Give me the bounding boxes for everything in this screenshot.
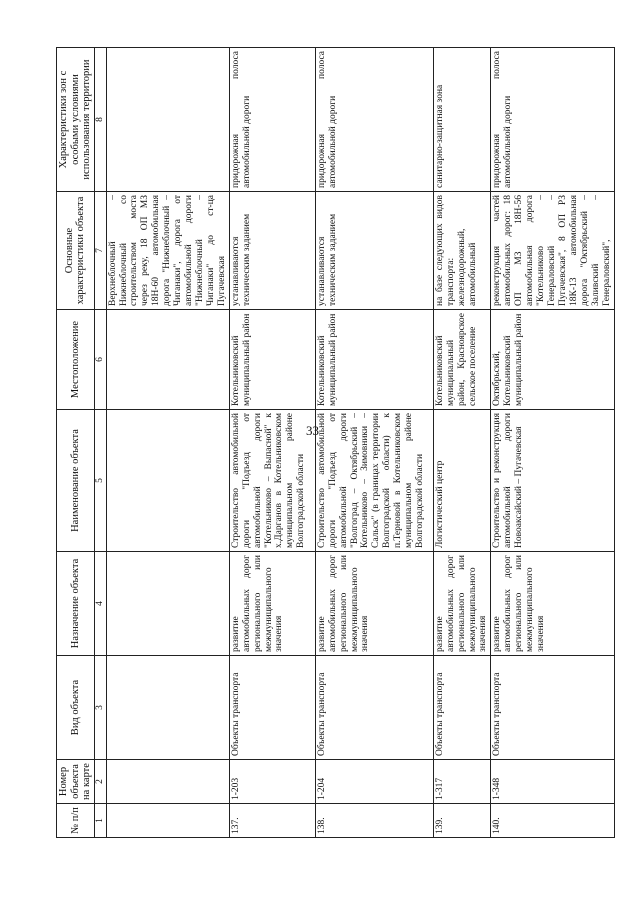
column-number: 6 bbox=[94, 310, 106, 410]
table-row bbox=[491, 48, 614, 838]
row-name: Строительство автомобильной дороги "Подъезд от автомобильной дороги "Котельниково – Выпасной" к х.Дарганов в Котельниковском муниципальном районе Волгоградской области bbox=[229, 410, 315, 552]
objects-table bbox=[56, 47, 615, 838]
table-cell bbox=[106, 804, 229, 838]
header-cell: Основные характеристики объекта bbox=[57, 192, 95, 310]
header-cell: Местоположение bbox=[57, 310, 95, 410]
header-cell: № п/п bbox=[57, 804, 95, 838]
row-purpose: развитие автомобильных дорог регионального или межмуниципального значения bbox=[491, 552, 614, 656]
header-cell: Назначение объекта bbox=[57, 552, 95, 656]
row-zones: санитарно-защитная зона bbox=[433, 48, 491, 192]
column-number: 5 bbox=[94, 410, 106, 552]
row-number: 140. bbox=[491, 804, 614, 838]
row-number: 138. bbox=[315, 804, 433, 838]
column-number: 2 bbox=[94, 760, 106, 804]
carry-over-row bbox=[106, 48, 229, 838]
row-purpose: развитие автомобильных дорог регионального или межмуниципального значения bbox=[315, 552, 433, 656]
row-zones: придорожная полоса автомобильной дороги bbox=[315, 48, 433, 192]
row-name: Логистический центр bbox=[433, 410, 491, 552]
row-kind: Объекты транспорта bbox=[229, 656, 315, 760]
header-cell: Вид объекта bbox=[57, 656, 95, 760]
column-number: 3 bbox=[94, 656, 106, 760]
table-cell bbox=[106, 552, 229, 656]
row-code: 1-204 bbox=[315, 760, 433, 804]
row-kind: Объекты транспорта bbox=[491, 656, 614, 760]
row-code: 1-317 bbox=[433, 760, 491, 804]
table-cell bbox=[106, 410, 229, 552]
row-kind: Объекты транспорта bbox=[315, 656, 433, 760]
row-location: Котельниковский муниципальный район, Красноярское сельское поселение bbox=[433, 310, 491, 410]
column-number: 1 bbox=[94, 804, 106, 838]
rotated-table-sheet bbox=[56, 48, 612, 838]
table-cell bbox=[106, 310, 229, 410]
table-row bbox=[433, 48, 491, 838]
page-number: 33 bbox=[306, 423, 319, 438]
column-number: 7 bbox=[94, 192, 106, 310]
table-row bbox=[315, 48, 433, 838]
column-number: 4 bbox=[94, 552, 106, 656]
table-row bbox=[229, 48, 315, 838]
row-location: Октябрьский, Котельниковский муниципальный район bbox=[491, 310, 614, 410]
row-code: 1-203 bbox=[229, 760, 315, 804]
row-purpose: развитие автомобильных дорог регионального или межмуниципального значения bbox=[229, 552, 315, 656]
row-purpose: развитие автомобильных дорог регионального или межмуниципального значения bbox=[433, 552, 491, 656]
row-code: 1-348 bbox=[491, 760, 614, 804]
row-zones: придорожная полоса автомобильной дороги bbox=[229, 48, 315, 192]
row-characteristics: на базе следующих видов транспорта: железнодорожный, автомобильный bbox=[433, 192, 491, 310]
row-number: 139. bbox=[433, 804, 491, 838]
row-characteristics: реконструкция частей автомобильных дорог: 18 ОП МЗ 18Н-56 автомобильная дорога "Котельниково – Генераловский – Пугачевская", 8 ОП РЗ 18К-13 автомобильная дорога "Октябрьский – Заливский – Генераловский", bbox=[491, 192, 614, 310]
row-zones: придорожная полоса автомобильной дороги bbox=[491, 48, 614, 192]
carry-over-characteristics: Верхнеблочный – Нижнеблочный со строительством моста через реку, 18 ОП МЗ 18Н-60 автомобильная дорога "Нижнеблочный – Чиганаки", дорога от автомобильной дороги "Нижнеблочный – Чиганаки" до ст-ца Пугачевская bbox=[106, 192, 229, 310]
header-cell: Номер объекта на карте bbox=[57, 760, 95, 804]
header-cell: Наименование объекта bbox=[57, 410, 95, 552]
row-number: 137. bbox=[229, 804, 315, 838]
row-name: Строительство и реконструкция автомобильной дороги Новоаксайский – Пугачевская bbox=[491, 410, 614, 552]
table-cell bbox=[106, 656, 229, 760]
row-location: Котельниковский муниципальный район bbox=[315, 310, 433, 410]
row-characteristics: устанавливаются техническим заданием bbox=[229, 192, 315, 310]
table-cell bbox=[106, 760, 229, 804]
column-number-row bbox=[94, 48, 106, 838]
header-cell: Характеристики зон с особыми условиями использования территории bbox=[57, 48, 95, 192]
row-location: Котельниковский муниципальный район bbox=[229, 310, 315, 410]
row-kind: Объекты транспорта bbox=[433, 656, 491, 760]
row-name: Строительство автомобильной дороги "Подъезд от автомобильной дороги "Волгоград – Октябрьский – Котельниково – Зимовники – Сальск" (в границах территории Волгоградской области) к п.Терновой в Котельниковском муниципальном районе Волгоградской области bbox=[315, 410, 433, 552]
row-characteristics: устанавливаются техническим заданием bbox=[315, 192, 433, 310]
table-cell bbox=[106, 48, 229, 192]
column-number: 8 bbox=[94, 48, 106, 192]
header-row bbox=[57, 48, 95, 838]
